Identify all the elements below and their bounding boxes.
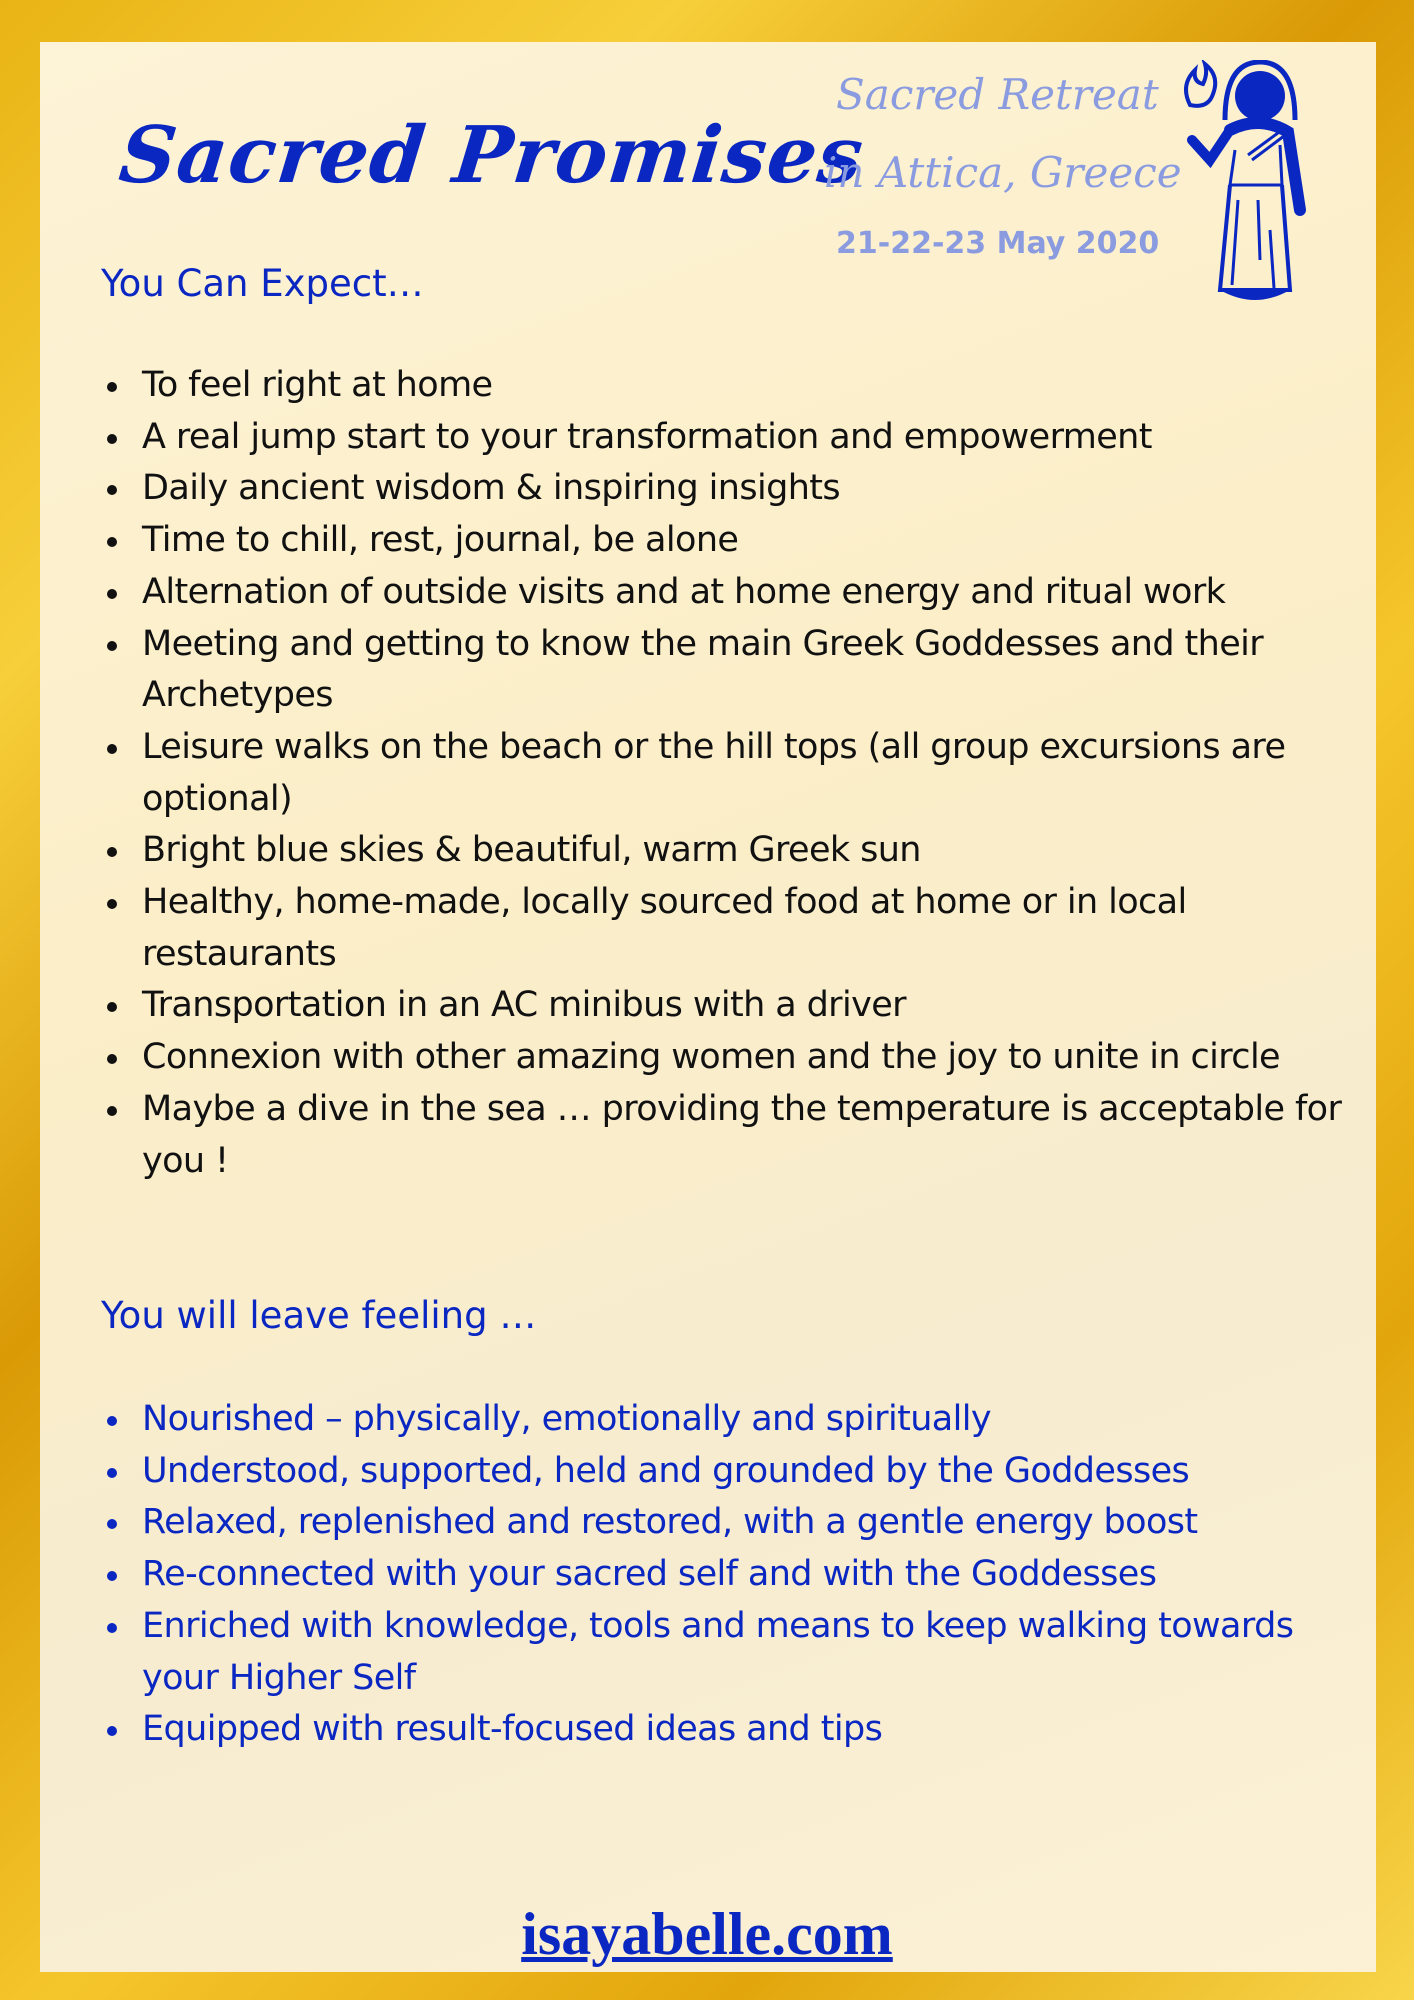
leave-feeling-list xyxy=(101,1394,1361,1756)
list-item: Enriched with knowledge, tools and means to keep walking towards your Higher Self xyxy=(101,1601,1361,1704)
list-item: Maybe a dive in the sea … providing the temperature is acceptable for you ! xyxy=(101,1084,1361,1187)
page-title: Sacred Promises xyxy=(115,110,868,201)
list-item: Time to chill, rest, journal, be alone xyxy=(101,515,1361,567)
event-dates: 21-22-23 May 2020 xyxy=(836,226,1160,261)
list-item: Alternation of outside visits and at home energy and ritual work xyxy=(101,567,1361,619)
event-location: in Attica, Greece xyxy=(824,148,1182,197)
section-heading-expect: You Can Expect… xyxy=(101,262,424,305)
list-item: Re-connected with your sacred self and with the Goddesses xyxy=(101,1549,1361,1601)
section-heading-leave: You will leave feeling … xyxy=(101,1294,537,1337)
list-item: Understood, supported, held and grounded by the Goddesses xyxy=(101,1446,1361,1498)
list-item: To feel right at home xyxy=(101,360,1361,412)
website-link[interactable]: isayabelle.com xyxy=(521,1901,893,1967)
list-item: Relaxed, replenished and restored, with a gentle energy boost xyxy=(101,1497,1361,1549)
goddess-figure-icon xyxy=(1170,60,1310,305)
list-item: A real jump start to your transformation and empowerment xyxy=(101,412,1361,464)
list-item: Healthy, home-made, locally sourced food at home or in local restaurants xyxy=(101,877,1361,980)
list-item: Bright blue skies & beautiful, warm Greek sun xyxy=(101,825,1361,877)
list-item: Meeting and getting to know the main Greek Goddesses and their Archetypes xyxy=(101,619,1361,722)
list-item: Connexion with other amazing women and the joy to unite in circle xyxy=(101,1032,1361,1084)
list-item: Equipped with result-focused ideas and tips xyxy=(101,1704,1361,1756)
list-item: Daily ancient wisdom & inspiring insights xyxy=(101,463,1361,515)
list-item: Nourished – physically, emotionally and spiritually xyxy=(101,1394,1361,1446)
list-item: Leisure walks on the beach or the hill tops (all group excursions are optional) xyxy=(101,722,1361,825)
expect-list xyxy=(101,360,1361,1187)
event-name: Sacred Retreat xyxy=(836,70,1159,119)
list-item: Transportation in an AC minibus with a driver xyxy=(101,980,1361,1032)
